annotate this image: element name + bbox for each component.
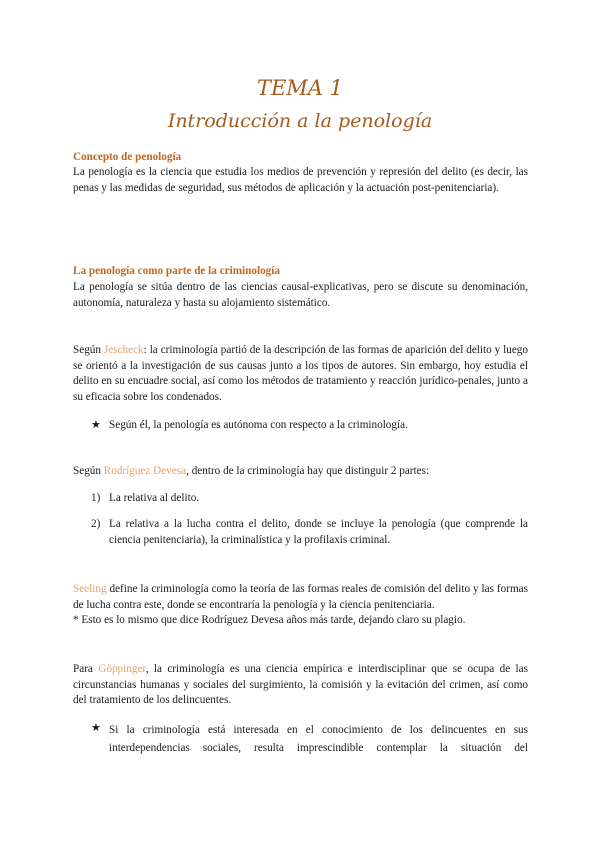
star-bullet-icon: ★ [91, 722, 102, 734]
text-prefix: Según [73, 465, 104, 477]
star-bullet-icon: ★ [91, 419, 102, 431]
author-name-jescheck: Jescheck [103, 344, 144, 356]
paragraph-text: define la criminología como la teoría de las formas reales de comisión del delito y las formas de lucha contra este, donde se encontraría la penología y la ciencia penitenciaria. [73, 583, 528, 611]
page-subtitle: Introducción a la penología [167, 110, 433, 132]
paragraph-text: : la criminología partió de la descripción de las formas de aparición del delito y luego se orientó a la investigación de sus causas junto a los tipos de autores. Sin embargo, hoy estudia el delito en su encuadre social, así como los métodos de tratamiento y reacción jurídico-penales, junto a su eficacia sobre los condenados. [73, 344, 528, 403]
paragraph-text: , la criminología es una ciencia empírica e interdisciplinar que se ocupa de las circunstancias humanas y sociales del surgimiento, la comisión y la evitación del crimen, así como del tratamiento de los delincuentes. [73, 663, 528, 706]
section-heading-concepto: Concepto de penología [73, 151, 182, 163]
author-name-seeling: Seeling [73, 583, 107, 595]
paragraph-text: , dentro de la criminología hay que distinguir 2 partes: [186, 465, 430, 477]
paragraph-criminologia: La penología se sitúa dentro de las ciencias causal-explicativas, pero se discute su denominación, autonomía, naturaleza y hasta su alojamiento sistemático. [73, 281, 528, 309]
paragraph-rodriguez [73, 464, 528, 480]
paragraph-goppinger [73, 662, 528, 709]
bullet-text-goppinger: Si la criminología está interesada en el conocimiento de los delincuentes en sus interdependencias sociales, resulta imprescindible contemplar la situación del [109, 724, 528, 754]
list-number: 2) [91, 518, 101, 530]
paragraph-seeling [73, 582, 528, 613]
paragraph-concepto: La penología es la ciencia que estudia los medios de prevención y represión del delito (es decir, las penas y las medidas de seguridad, sus métodos de aplicación y la actuación post-penitenciaria). [73, 166, 528, 194]
author-name-goppinger: Göppinger [98, 663, 146, 675]
text-prefix: Para [73, 663, 99, 675]
note-plagio: * Esto es lo mismo que dice Rodríguez Devesa años más tarde, dejando claro su plagio. [73, 614, 466, 626]
text-prefix: Según [73, 344, 104, 356]
paragraph-jescheck [73, 343, 528, 405]
list-item-text: La relativa a la lucha contra el delito, donde se incluye la penología (que comprende la ciencia penitenciaria), la criminalística y la profilaxis criminal. [109, 518, 528, 546]
section-heading-criminologia: La penología como parte de la criminología [73, 265, 280, 277]
list-number: 1) [91, 492, 101, 504]
bullet-text-jescheck: Según él, la penología es autónoma con respecto a la criminología. [109, 419, 408, 431]
page-title: TEMA 1 [256, 76, 344, 100]
list-item-text: La relativa al delito. [109, 492, 200, 504]
author-name-rodriguez: Rodríguez Devesa [103, 465, 187, 477]
